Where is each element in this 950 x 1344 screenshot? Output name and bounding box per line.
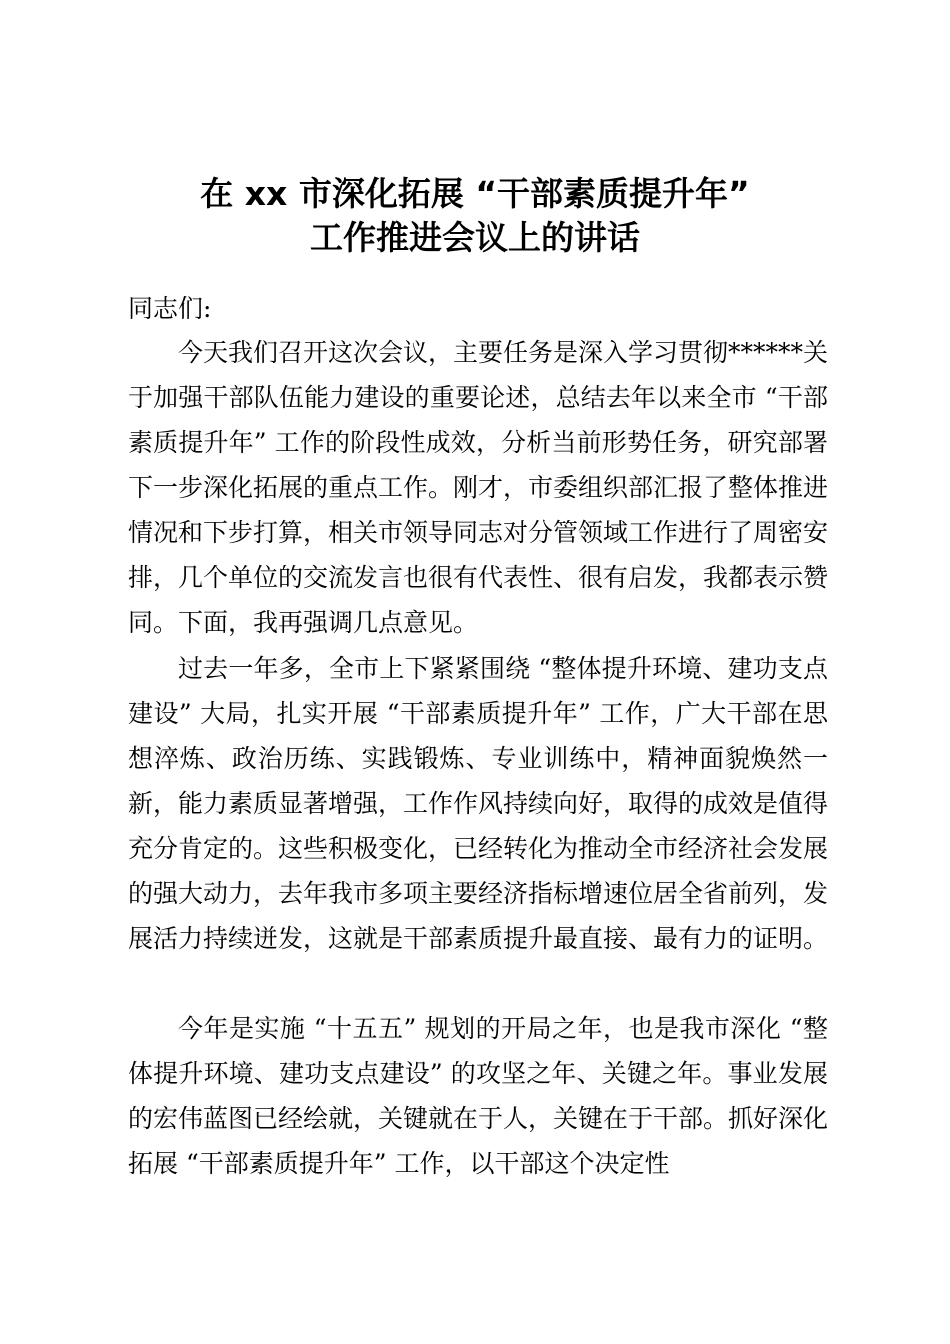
paragraph-current-year: 今年是实施 “十五五” 规划的开局之年，也是我市深化 “整体提升环境、建功支点建设” 的攻坚之年、关键之年。事业发展的宏伟蓝图已经绘就，关键就在于人，关键在于干部。抓好深化拓展 “干部素质提升年” 工作，以干部这个决定性 xyxy=(128,1014,829,1178)
paragraph-achievements: 过去一年多，全市上下紧紧围绕 “整体提升环境、建功支点建设” 大局，扎实开展 “干部素质提升年” 工作，广大干部在思想淬炼、政治历练、实践锻炼、专业训练中，精神面貌焕然一新，能力素质显著增强，工作作风持续向好，取得的成效是值得充分肯定的。这些积极变化，已经转化为推动全市经济社会发展的强大动力，去年我市多项主要经济指标增速位居全省前列，发展活力持续迸发，这就是干部素质提升最直接、最有力的证明。 xyxy=(128,654,829,953)
document-title-line-2: 工作推进会议上的讲话 xyxy=(310,218,640,257)
document-title-line-1: 在 xx 市深化拓展 “干部素质提升年” xyxy=(200,174,750,213)
paragraph-opening: 今天我们召开这次会议，主要任务是深入学习贯彻******关于加强干部队伍能力建设的重要论述，总结去年以来全市 “干部素质提升年” 工作的阶段性成效，分析当前形势任务，研究部署下一步深化拓展的重点工作。刚才，市委组织部汇报了整体推进情况和下步打算，相关市领导同志对分管领域工作进行了周密安排，几个单位的交流发言也很有代表性、很有启发，我都表示赞同。下面，我再强调几点意见。 xyxy=(128,338,829,637)
salutation: 同志们: xyxy=(128,294,212,323)
